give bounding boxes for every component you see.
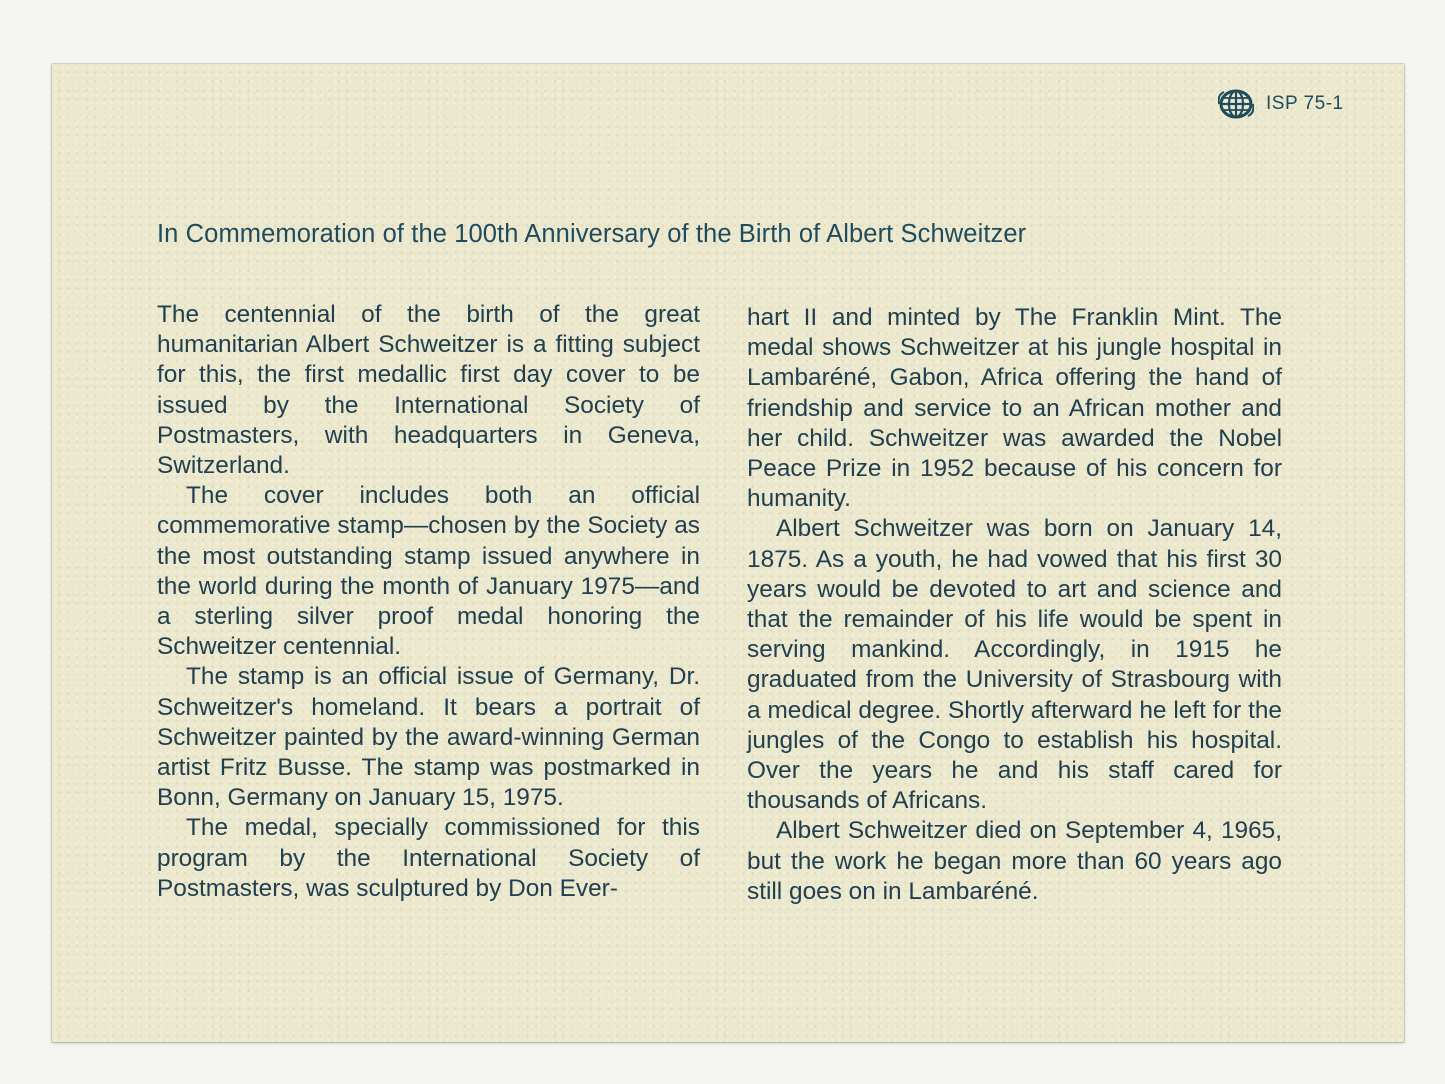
- globe-logo-icon: [1218, 89, 1254, 119]
- paragraph: The medal, specially commissioned for this program by the International Society of Postmasters, was sculptured by Don Ever-: [157, 814, 700, 902]
- card-title: In Commemoration of the 100th Anniversary of the Birth of Albert Schweitzer: [157, 220, 1027, 248]
- paragraph: The stamp is an official issue of Germany, Dr. Schweitzer's homeland. It bears a portrait of Schweitzer painted by the award-winning German artist Fritz Busse. The stamp was postmarked in Bonn, Germany on January 15, 1975.: [157, 663, 700, 812]
- society-logo: [1218, 89, 1344, 119]
- commemorative-card: [52, 64, 1404, 1042]
- paragraph: hart II and minted by The Franklin Mint. The medal shows Schweitzer at his jungle hospital in Lambaréné, Gabon, Africa offering the hand of friendship and service to an African mother and her child. Schweitzer was awarded the Nobel Peace Prize in 1952 because of his concern for humanity.: [747, 304, 1282, 513]
- paragraph: Albert Schweitzer was born on January 14, 1875. As a youth, he had vowed that his first 30 years would be devoted to art and science and that the remainder of his life would be spent in serving mankind. Accordingly, in 1915 he graduated from the University of Strasbourg with a medical degree. Shortly afterward he left for the jungles of the Congo to establish his hospital. Over the years he and his staff cared for thousands of Africans.: [747, 515, 1282, 815]
- left-column: [157, 300, 700, 904]
- paragraph: Albert Schweitzer died on September 4, 1965, but the work he began more than 60 years ago still goes on in Lambaréné.: [747, 817, 1282, 905]
- catalog-code: ISP 75-1: [1266, 93, 1344, 114]
- right-column: [747, 303, 1282, 907]
- paragraph: The cover includes both an official commemorative stamp—chosen by the Society as the most outstanding stamp issued anywhere in the world during the month of January 1975—and a sterling silver proof medal honoring the Schweitzer centennial.: [157, 482, 700, 661]
- paragraph: The centennial of the birth of the great humanitarian Albert Schweitzer is a fitting subject for this, the first medallic first day cover to be issued by the International Society of Postmasters, with headquarters in Geneva, Switzerland.: [157, 301, 700, 480]
